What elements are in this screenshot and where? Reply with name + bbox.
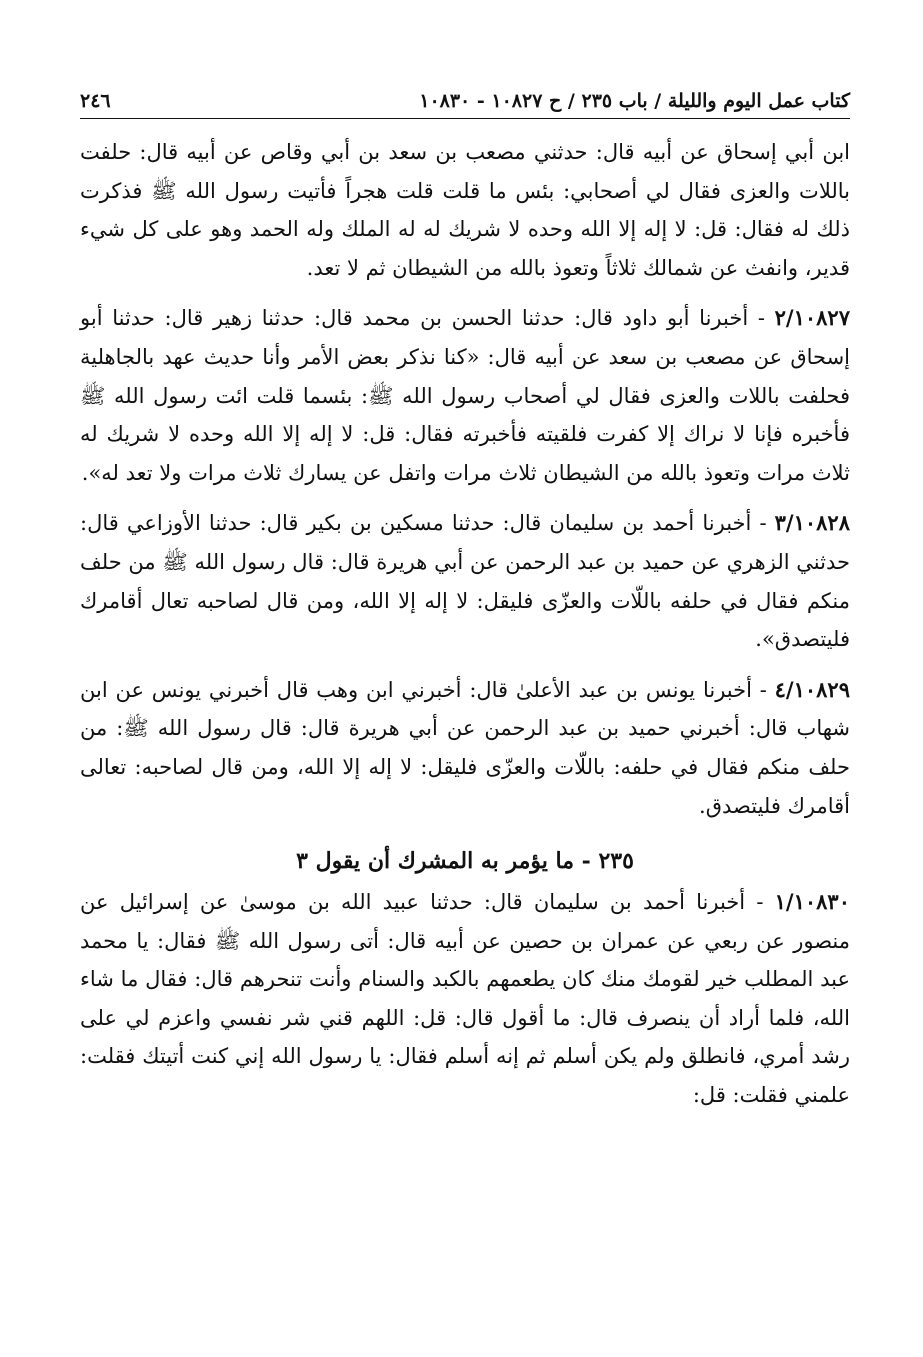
- hadith-paragraph-10830: [80, 883, 850, 1115]
- hadith-number: ٤/١٠٨٢٩: [774, 676, 850, 702]
- hadith-paragraph-10827: [80, 299, 850, 492]
- hadith-text: - أخبرنا أحمد بن سليمان قال: حدثنا مسكين بن بكير قال: حدثنا الأوزاعي قال: حدثني الزهري عن حميد بن عبد الرحمن عن أبي هريرة قال: قال رسول الله ﷺ من حلف منكم فقال في حلفه باللّات والعزّى فليقل: لا إله إلا الله، ومن قال لصاحبه تعال أقامرك فليتصدق».: [80, 511, 850, 652]
- running-header: [80, 86, 850, 119]
- hadith-number: ١/١٠٨٣٠: [774, 889, 850, 915]
- book-page: [80, 86, 850, 1115]
- chapter-heading: ٢٣٥ - ما يؤمر به المشرك أن يقول ٣: [296, 848, 634, 875]
- page-number: ٢٤٦: [80, 90, 111, 112]
- hadith-text: - أخبرنا أبو داود قال: حدثنا الحسن بن محمد قال: حدثنا زهير قال: حدثنا أبو إسحاق عن مصعب بن سعد عن أبيه قال: «كنا نذكر بعض الأمر وأنا حديث عهد بالجاهلية فحلفت باللات والعزى فقال لي أصحاب رسول الله ﷺ: بئسما قلت ائت رسول الله ﷺ فأخبره فإنا لا نراك إلا كفرت فلقيته فأخبرته فقال: قل: لا إله إلا الله وحده لا شريك له ثلاث مرات وتعوذ بالله من الشيطان ثلاث مرات واتفل عن يسارك ثلاث مرات ولا تعد له».: [80, 306, 850, 485]
- hadith-text: - أخبرنا أحمد بن سليمان قال: حدثنا عبيد الله بن موسىٰ عن إسرائيل عن منصور عن ربعي عن عمران بن حصين عن أبيه قال: أتى رسول الله ﷺ فقال: يا محمد عبد المطلب خير لقومك منك كان يطعمهم بالكبد والسنام وأنت تنحرهم قال: فقال ما شاء الله، فلما أراد أن ينصرف قال: ما أقول قال: قل: اللهم قني شر نفسي واعزم لي على رشد أمري، فانطلق ولم يكن أسلم ثم إنه أسلم فقال: يا رسول الله إني كنت أتيتك فقلت: علمني فقلت: قل:: [80, 890, 850, 1108]
- hadith-paragraph-10828: [80, 504, 850, 658]
- hadith-number: ٢/١٠٨٢٧: [774, 305, 850, 331]
- hadith-text: ابن أبي إسحاق عن أبيه قال: حدثني مصعب بن سعد بن أبي وقاص عن أبيه قال: حلفت باللات والعزى فقال لي أصحابي: بئس ما قلت قلت هجراً فأتيت رسول الله ﷺ فذكرت ذلك له فقال: قل: لا إله إلا الله وحده لا شريك له له الملك وله الحمد وهو على كل شيء قدير، وانفث عن شمالك ثلاثاً وتعوذ بالله من الشيطان ثم لا تعد.: [80, 140, 850, 280]
- hadith-paragraph-continued: [80, 133, 850, 287]
- header-title: كتاب عمل اليوم والليلة / باب ٢٣٥ / ح ١٠٨٢٧ - ١٠٨٣٠: [419, 90, 850, 112]
- hadith-number: ٣/١٠٨٢٨: [774, 510, 850, 536]
- hadith-paragraph-10829: [80, 671, 850, 825]
- hadith-text: - أخبرنا يونس بن عبد الأعلىٰ قال: أخبرني ابن وهب قال أخبرني يونس عن ابن شهاب قال: أخبرني حميد بن عبد الرحمن عن أبي هريرة قال: قال رسول الله ﷺ: من حلف منكم فقال في حلفه: باللّات والعزّى فليقل: لا إله إلا الله، ومن قال لصاحبه: تعالى أقامرك فليتصدق.: [80, 677, 850, 818]
